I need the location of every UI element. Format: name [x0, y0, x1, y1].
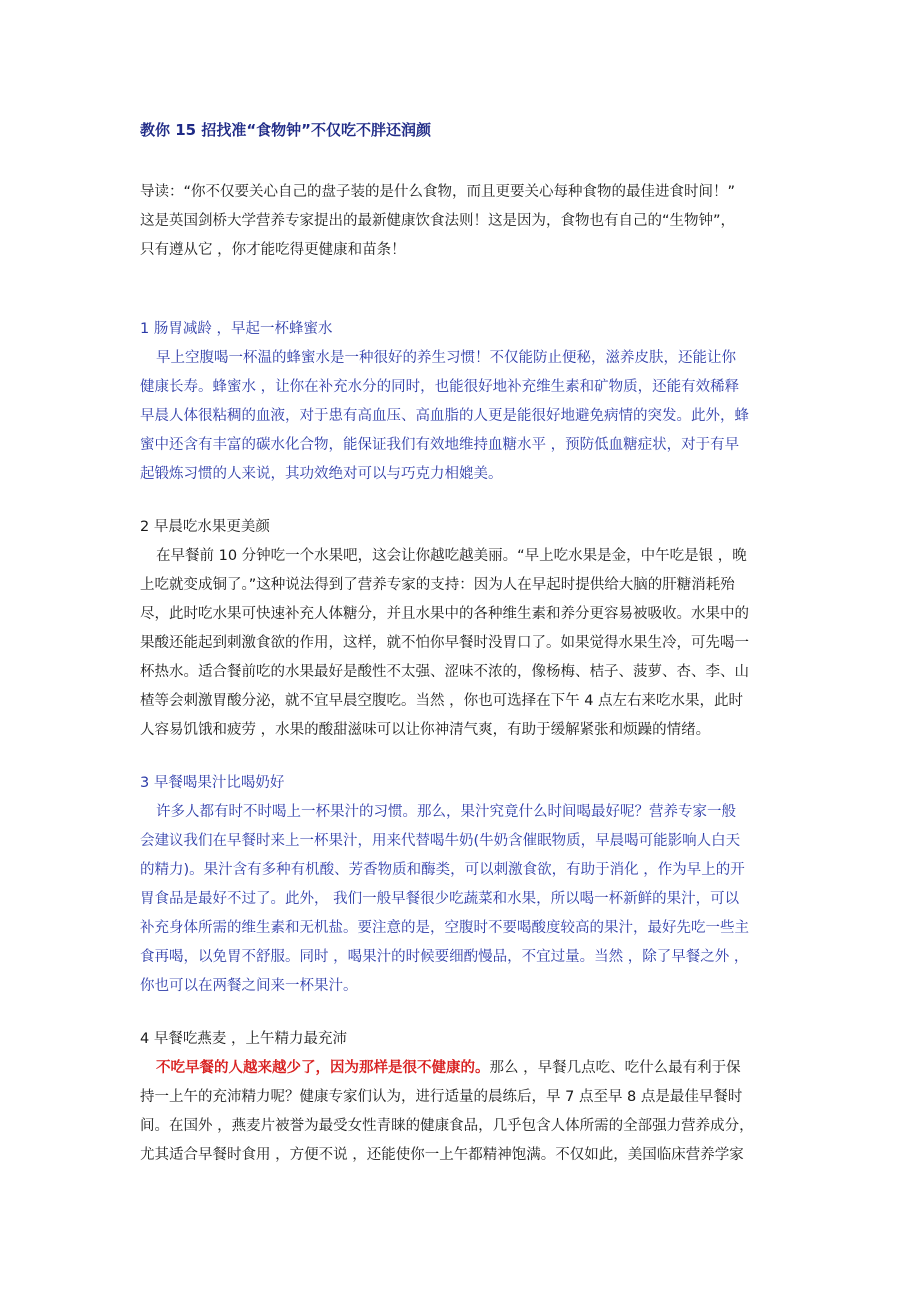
intro-paragraph: [140, 178, 795, 265]
section-heading: 4 早餐吃燕麦 ，上午精力最充沛: [140, 1031, 347, 1047]
intro-line: 这是英国剑桥大学营养专家提出的最新健康饮食法则！这是因为，食物也有自己的“生物钟”，: [140, 213, 736, 229]
section-line: 你也可以在两餐之间来一杯果汁。: [140, 978, 358, 994]
document-page: [140, 118, 795, 1194]
section-line: 早晨人体很粘稠的血液，对于患有高血压、高血脂的人更是能很好地避免病情的突发。此外，蜂: [140, 408, 749, 424]
section-4: [140, 1025, 795, 1170]
intro-line: 只有遵从它 ，你才能吃得更健康和苗条！: [140, 242, 406, 258]
section-first-line: [140, 1054, 795, 1083]
section-line: 许多人都有时不时喝上一杯果汁的习惯。那么，果汁究竟什么时间喝最好呢？营养专家一般: [156, 804, 736, 820]
section-line: 间。在国外 ，燕麦片被誉为最受女性青睐的健康食品，几乎包含人体所需的全部强力营养成分，: [140, 1118, 754, 1134]
section-3: [140, 769, 795, 1001]
section-line: 杯热水。适合餐前吃的水果最好是酸性不太强、涩味不浓的，像杨梅、桔子、菠萝、杏、李、山: [140, 664, 749, 680]
section-heading: 3 早餐喝果汁比喝奶好: [140, 775, 285, 791]
section-heading: 1 肠胃减龄 ，早起一杯蜂蜜水: [140, 321, 333, 337]
document-title: 教你 15 招找准“食物钟”不仅吃不胖还润颜: [140, 121, 432, 139]
section-line: 健康长寿。蜂蜜水 ，让你在补充水分的同时，也能很好地补充维生素和矿物质，还能有效稀释: [140, 379, 740, 395]
section-line: 尤其适合早餐时食用 ，方便不说 ，还能使你一上午都精神饱满。不仅如此，美国临床营养学家: [140, 1147, 744, 1163]
section-line: 在早餐前 10 分钟吃一个水果吧，这会让你越吃越美丽。“早上吃水果是金，中午吃是银 ，晚: [156, 548, 747, 564]
section-line: 起锻炼习惯的人来说，其功效绝对可以与巧克力相媲美。: [140, 466, 503, 482]
section-line: 尽，此时吃水果可快速补充人体糖分，并且水果中的各种维生素和养分更容易被吸收。水果中的: [140, 606, 749, 622]
section-line: 补充身体所需的维生素和无机盐。要注意的是，空腹时不要喝酸度较高的果汁，最好先吃一些主: [140, 920, 749, 936]
section-line: 蜜中还含有丰富的碳水化合物，能保证我们有效地维持血糖水平 ，预防低血糖症状，对于有早: [140, 437, 740, 453]
section-line: 楂等会刺激胃酸分泌，就不宜早晨空腹吃。当然 ，你也可选择在下午 4 点左右来吃水果，此时: [140, 693, 744, 709]
first-line-rest: 那么 ，早餐几点吃、吃什么最有利于保: [489, 1060, 741, 1076]
section-line: 持一上午的充沛精力呢？健康专家们认为，进行适量的晨练后，早 7 点至早 8 点是最佳早餐时: [140, 1089, 743, 1105]
intro-line: 导读：“你不仅要关心自己的盘子装的是什么食物，而且更要关心每种食物的最佳进食时间！”: [140, 184, 736, 200]
section-line: 上吃就变成铜了。”这种说法得到了营养专家的支持：因为人在早起时提供给大脑的肝糖消耗殆: [140, 577, 735, 593]
section-2: [140, 513, 795, 745]
section-line: 食再喝，以免胃不舒服。同时 ，喝果汁的时候要细酌慢品，不宜过量。当然 ，除了早餐之外 ，: [140, 949, 749, 965]
highlight-text: 不吃早餐的人越来越少了，因为那样是很不健康的。: [156, 1060, 490, 1076]
section-1: [140, 315, 795, 489]
section-line: 的精力)。果汁含有多种有机酸、芳香物质和酶类，可以刺激食欲，有助于消化 ，作为早上的开: [140, 862, 745, 878]
section-line: 人容易饥饿和疲劳 ，水果的酸甜滋味可以让你神清气爽，有助于缓解紧张和烦躁的情绪。: [140, 722, 711, 738]
section-line: 胃食品是最好不过了。此外， 我们一般早餐很少吃蔬菜和水果，所以喝一杯新鲜的果汁，可以: [140, 891, 740, 907]
section-line: 早上空腹喝一杯温的蜂蜜水是一种很好的养生习惯！不仅能防止便秘，滋养皮肤，还能让你: [156, 350, 736, 366]
section-heading: 2 早晨吃水果更美颜: [140, 519, 270, 535]
section-line: 会建议我们在早餐时来上一杯果汁，用来代替喝牛奶(牛奶含催眠物质，早晨喝可能影响人白天: [140, 833, 741, 849]
section-line: 果酸还能起到刺激食欲的作用，这样，就不怕你早餐时没胃口了。如果觉得水果生冷，可先喝一: [140, 635, 749, 651]
